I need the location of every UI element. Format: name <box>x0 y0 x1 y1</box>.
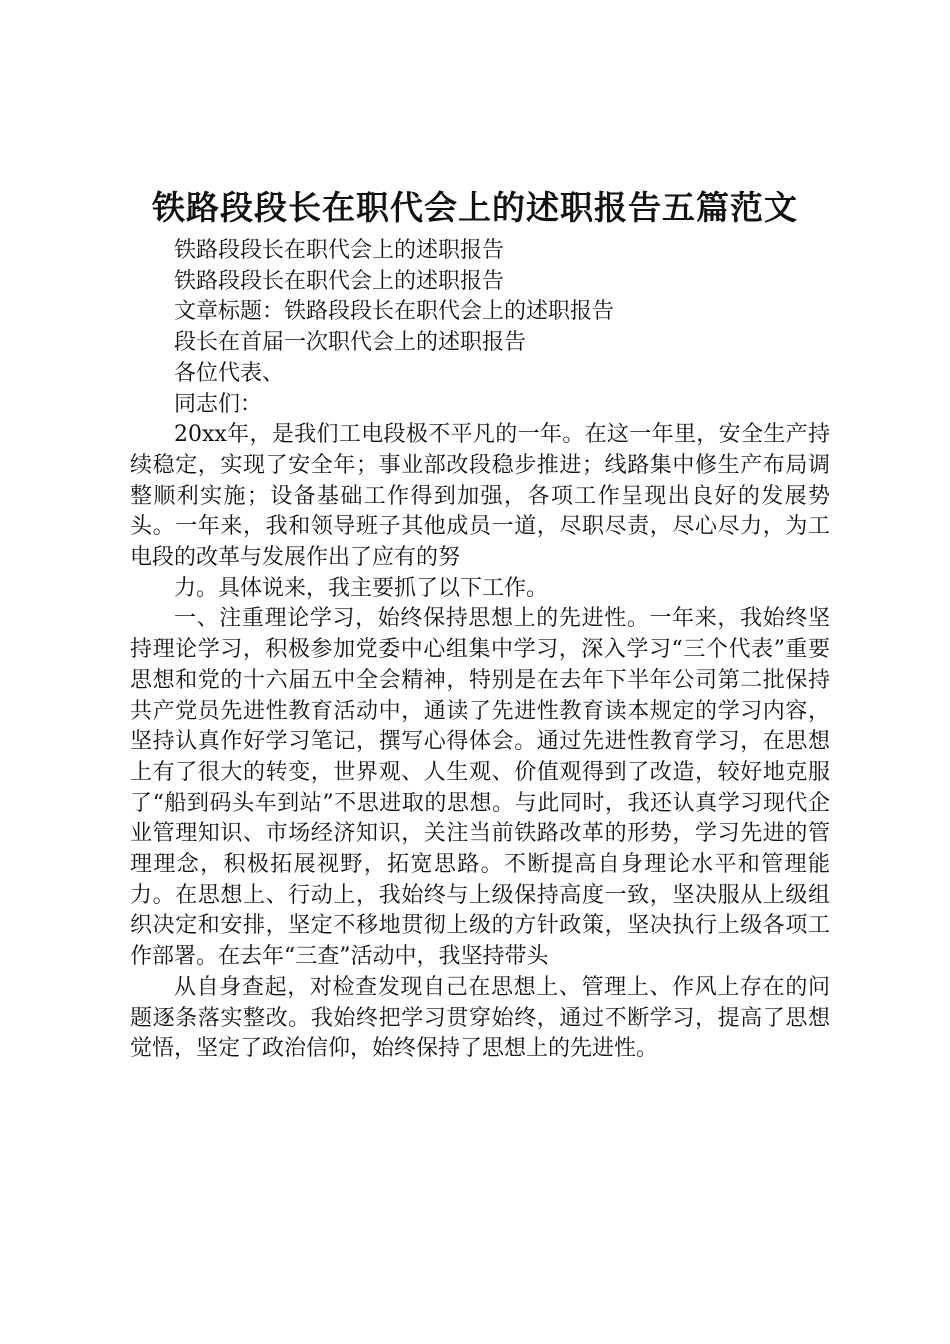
salutation: 同志们： <box>174 391 263 417</box>
salutation: 各位代表、 <box>174 360 285 386</box>
document-body <box>130 236 830 1065</box>
paragraph: 力。具体说来，我主要抓了以下工作。 <box>174 575 549 601</box>
paragraph: 文章标题：铁路段段长在职代会上的述职报告 <box>174 299 615 325</box>
paragraph: 段长在首届一次职代会上的述职报告 <box>174 330 527 356</box>
document-title: 铁路段段长在职代会上的述职报告五篇范文 <box>152 188 798 227</box>
paragraph: 20xx年，是我们工电段极不平凡的一年。在这一年里，安全生产持续稳定，实现了安全年；事业部改段稳步推进；线路集中修生产布局调整顺利实施；设备基础工作得到加强，各项工作呈现出良好的发展势头。一年来，我和领导班子其他成员一道，尽职尽责，尽心尽力，为工电段的改革与发展作出了应有的努 <box>130 422 830 571</box>
paragraph: 铁路段段长在职代会上的述职报告 <box>174 238 505 263</box>
paragraph: 铁路段段长在职代会上的述职报告 <box>174 268 505 294</box>
paragraph: 一、注重理论学习，始终保持思想上的先进性。一年来，我始终坚持理论学习，积极参加党委中心组集中学习，深入学习“三个代表”重要思想和党的十六届五中全会精神，特别是在去年下半年公司第二批保持共产党员先进性教育活动中，通读了先进性教育读本规定的学习内容，坚持认真作好学习笔记，撰写心得体会。通过先进性教育学习，在思想上有了很大的转变，世界观、人生观、价值观得到了改造，较好地克服了“船到码头车到站”不思进取的思想。与此同时，我还认真学习现代企业管理知识、市场经济知识，关注当前铁路改革的形势，学习先进的管理理念，积极拓展视野，拓宽思路。不断提高自身理论水平和管理能力。在思想上、行动上，我始终与上级保持高度一致，坚决服从上级组织决定和安排，坚定不移地贯彻上级的方针政策，坚决执行上级各项工作部署。在去年“三查”活动中，我坚持带头 <box>130 606 830 970</box>
paragraph: 从自身查起，对检查发现自己在思想上、管理上、作风上存在的问题逐条落实整改。我始终把学习贯穿始终，通过不断学习，提高了思想觉悟，坚定了政治信仰，始终保持了思想上的先进性。 <box>130 974 830 1062</box>
